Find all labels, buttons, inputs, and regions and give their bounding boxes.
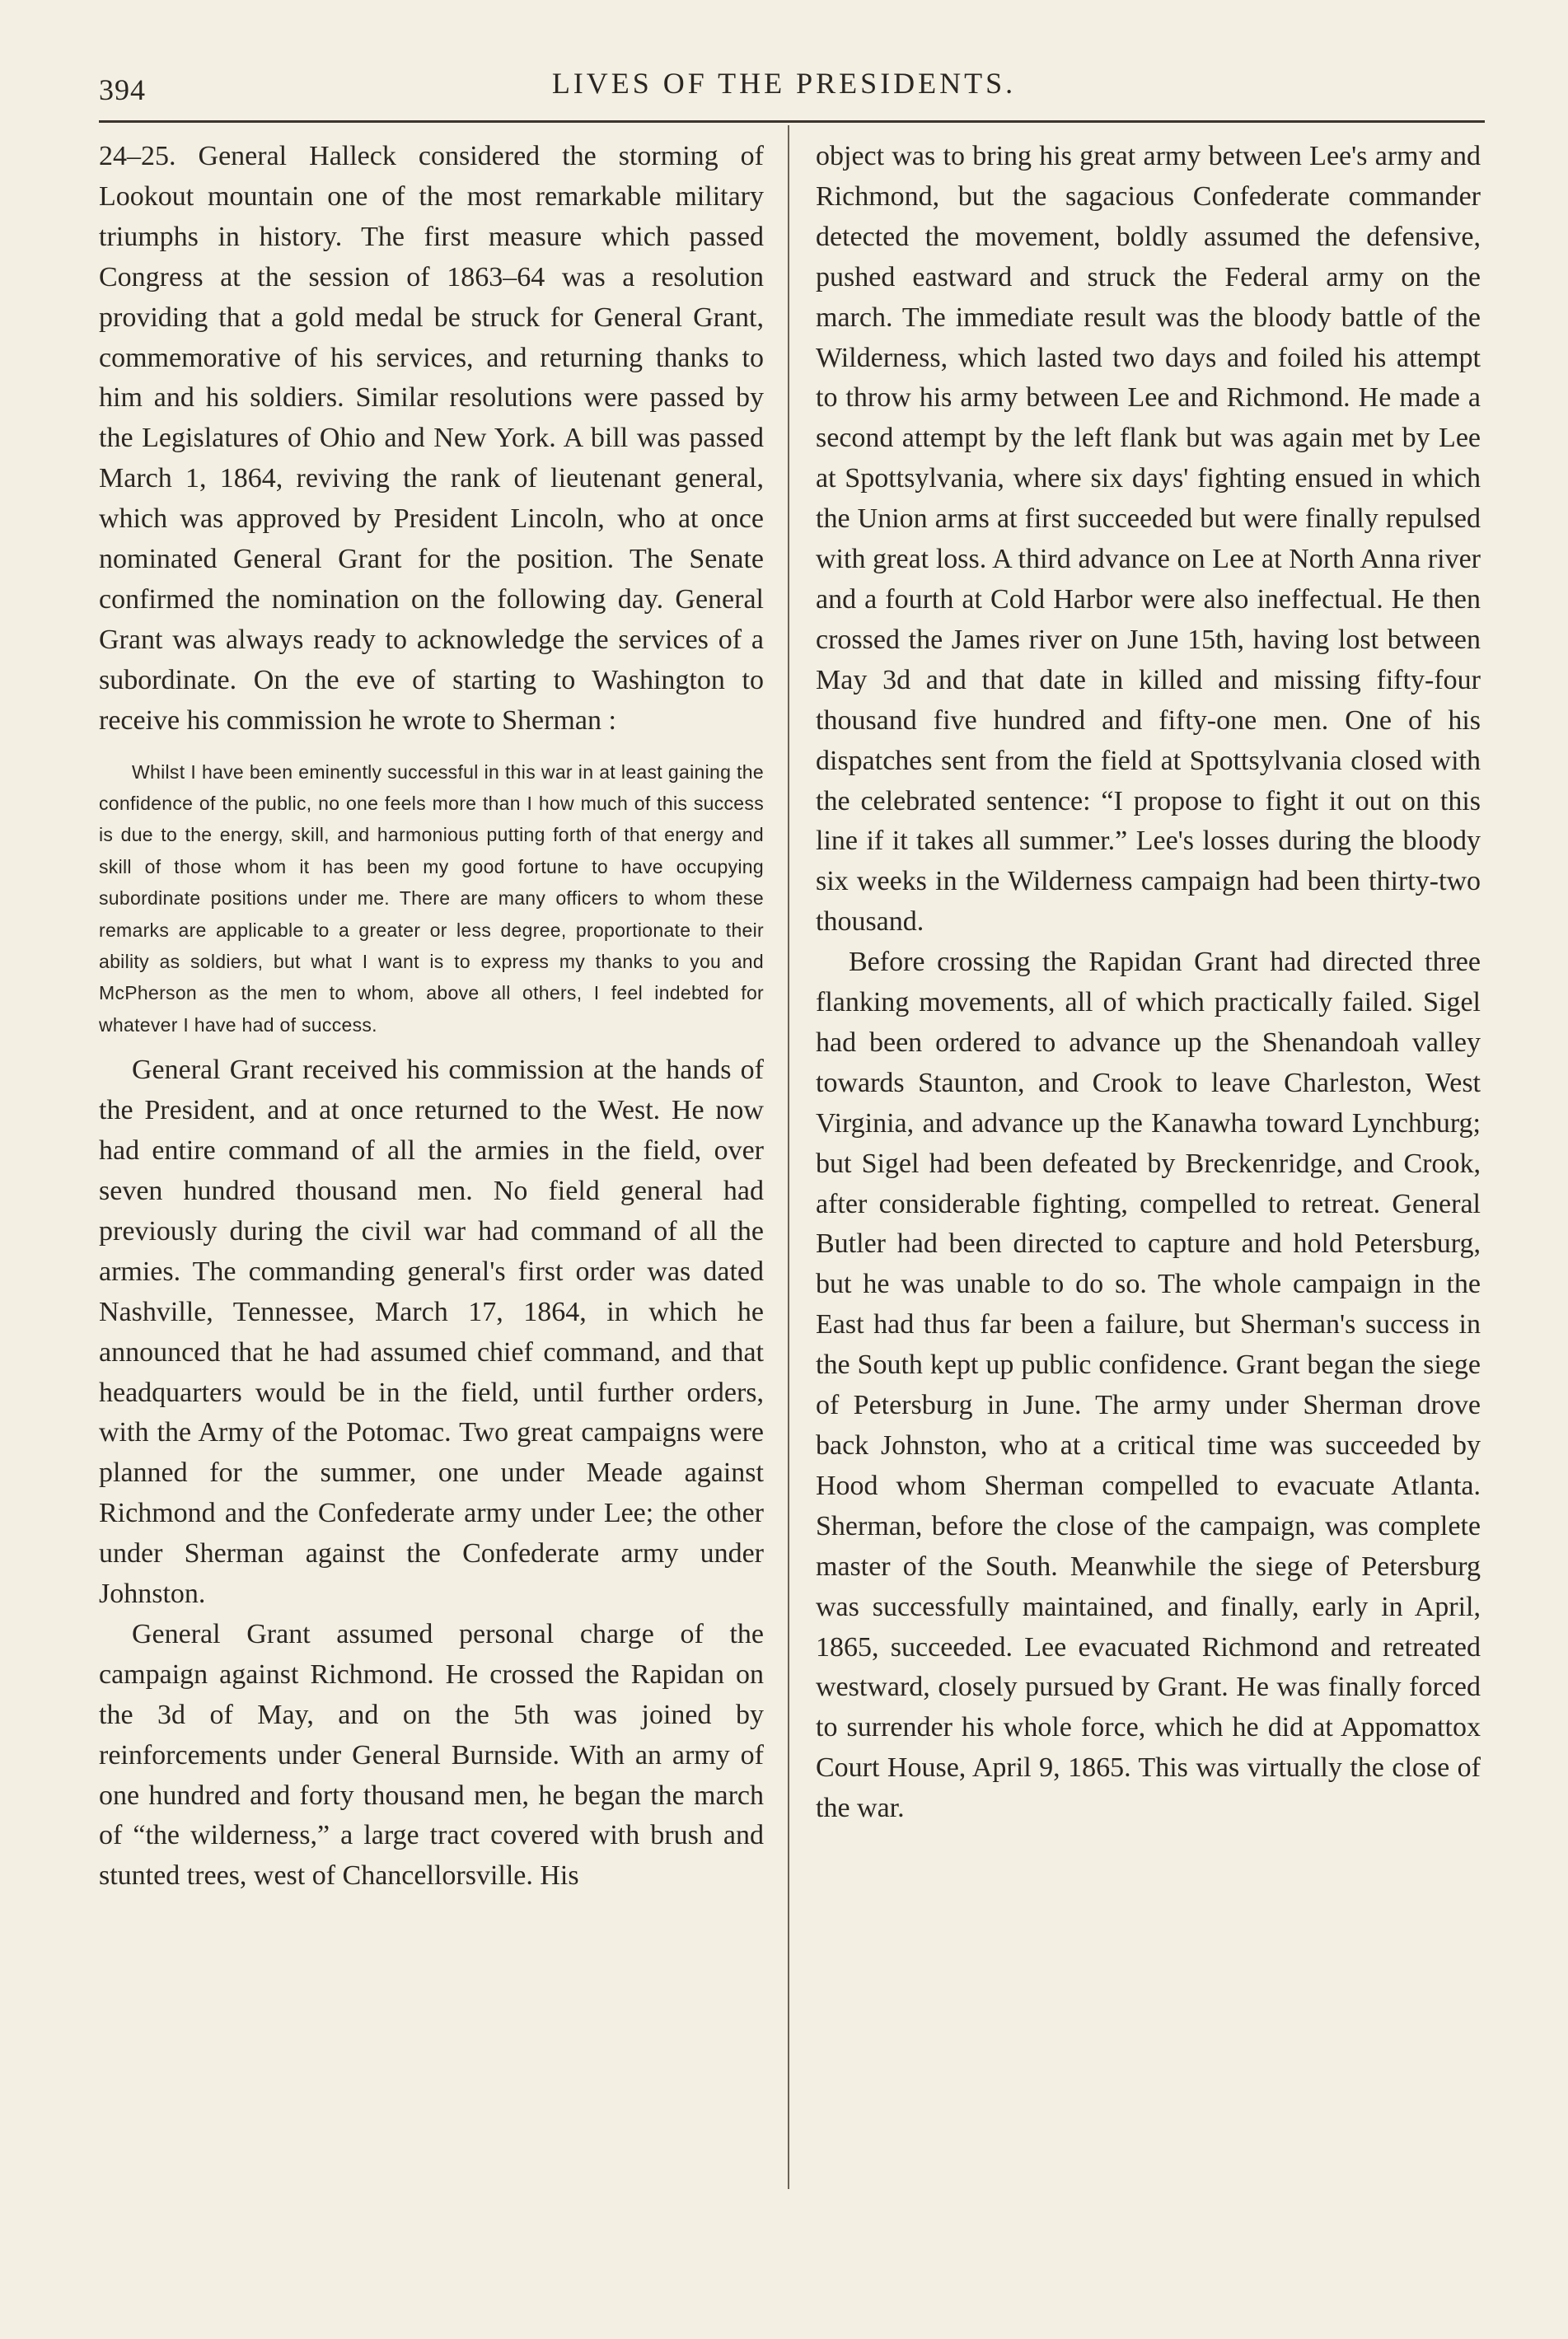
page-number: 394 bbox=[99, 73, 146, 106]
left-paragraph-1: 24–25. General Halleck considered the storming of Lookout mountain one of the most remarkable military triumphs in history. The first measure which passed Congress at the session of 1863–64 was a resolution providing that a gold medal be struck for General Grant, commemorative of his services, and returning thanks to him and his soldiers. Similar resolutions were passed by the Legislatures of Ohio and New York. A bill was passed March 1, 1864, reviving the rank of lieutenant general, which was approved by President Lincoln, who at once nominated General Grant for the position. The Senate confirmed the nomination on the following day. General Grant was always ready to acknowledge the services of a subordinate. On the eve of starting to Washington to receive his commission he wrote to Sherman : bbox=[99, 141, 764, 736]
right-paragraph-2: Before crossing the Rapidan Grant had directed three flanking movements, all of which practically failed. Sigel had been ordered to advance up the Shenandoah valley towards Staunton, and Crook to leave Charleston, West Virginia, and advance up the Kanawha toward Lynchburg; but Sigel had been defeated by Breckenridge, and Crook, after considerable fighting, compelled to retreat. General Butler had been directed to capture and hold Petersburg, but he was unable to do so. The whole campaign in the East had thus far been a failure, but Sherman's success in the South kept up public confidence. Grant began the siege of Petersburg in June. The army under Sherman drove back Johnston, who at a critical time was succeeded by Hood whom Sherman compelled to evacuate Atlanta. Sherman, before the close of the campaign, was complete master of the South. Meanwhile the siege of Petersburg was successfully maintained, and finally, early in April, 1865, succeeded. Lee evacuated Richmond and retreated westward, closely pursued by Grant. He was finally forced to surrender his whole force, which he did at Appomattox Court House, April 9, 1865. This was virtually the close of the war. bbox=[816, 947, 1481, 1824]
right-paragraph-1: object was to bring his great army between Lee's army and Richmond, but the sagacious Confederate commander detected the movement, boldly assumed the defensive, pushed eastward and struck the Federal army on the march. The immediate result was the bloody battle of the Wilderness, which lasted two days and foiled his attempt to throw his army between Lee and Richmond. He made a second attempt by the left flank but was again met by Lee at Spottsylvania, where six days' fighting ensued in which the Union arms at first succeeded but were finally repulsed with great loss. A third advance on Lee at North Anna river and a fourth at Cold Harbor were also ineffectual. He then crossed the James river on June 15th, having lost between May 3d and that date in killed and missing fifty-four thousand five hundred and fifty-one men. One of his dispatches sent from the field at Spottsylvania closed with the celebrated sentence: “I propose to fight it out on this line if it takes all summer.” Lee's losses during the bloody six weeks in the Wilderness campaign had been thirty-two thousand. bbox=[816, 141, 1481, 938]
running-title: LIVES OF THE PRESIDENTS. bbox=[551, 67, 1017, 100]
left-paragraph-3: General Grant assumed personal charge of the campaign against Richmond. He crossed the Rapidan on the 3d of May, and on the 5th was joined by reinforcements under General Burnside. With an army of one hundred and forty thousand men, he began the march of “the wilderness,” a large tract covered with brush and stunted trees, west of Chancellorsville. His bbox=[99, 1618, 764, 1892]
left-column bbox=[99, 137, 764, 1897]
right-column bbox=[816, 137, 1481, 1829]
left-paragraph-2: General Grant received his commission at the hands of the President, and at once returned to the West. He now had entire command of all the armies in the field, over seven hundred thousand men. No field general had previously during the civil war had command of all the armies. The commanding general's first order was dated Nashville, Tennessee, March 17, 1864, in which he announced that he had assumed chief command, and that headquarters would be in the field, until further orders, with the Army of the Potomac. Two great campaigns were planned for the summer, one under Meade against Richmond and the Confederate army under Lee; the other under Sherman against the Confederate army under Johnston. bbox=[99, 1055, 764, 1610]
column-divider bbox=[788, 125, 789, 2189]
header-rule bbox=[99, 120, 1485, 123]
sherman-letter-quote: Whilst I have been eminently successful in this war in at least gaining the confidence of the public, no one feels more than I how much of this success is due to the energy, skill, and harmonious putting forth of that energy and skill of those whom it has been my good fortune to have occupying subordinate positions under me. There are many officers to whom these remarks are applicable to a greater or less degree, proportionate to their ability as soldiers, but what I want is to express my thanks to you and McPherson as the men to whom, above all others, I feel indebted for whatever I have had of success. bbox=[99, 760, 764, 1036]
